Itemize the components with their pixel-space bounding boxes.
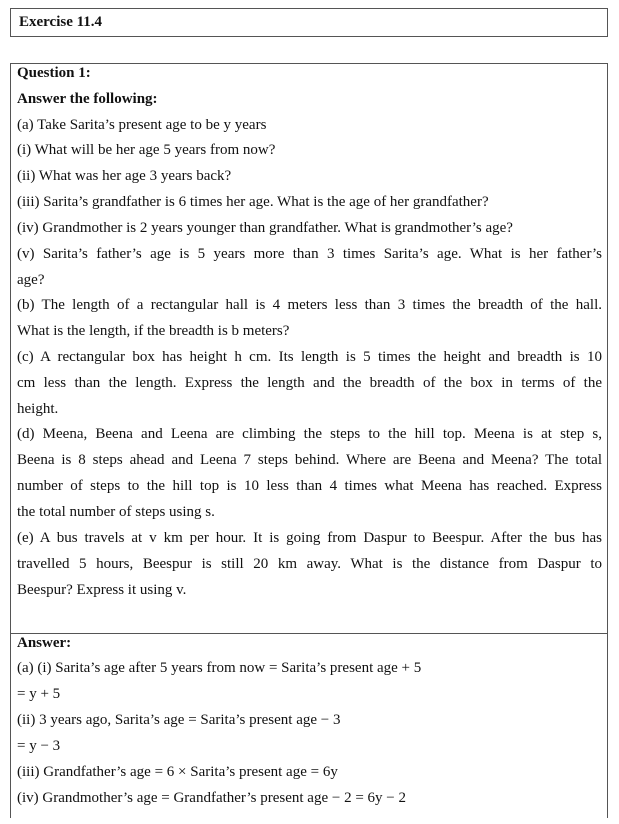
- question-line: age?: [17, 272, 45, 288]
- question-line: (e) A bus travels at v km per hour. It is going from Daspur to Beespur. After the bus has: [17, 530, 602, 546]
- question-line: the total number of steps using s.: [17, 504, 215, 520]
- answer-line: = y − 3: [17, 738, 61, 754]
- question-line: (ii) What was her age 3 years back?: [17, 168, 232, 184]
- answer-line: (iv) Grandmother’s age = Grandfather’s present age − 2 = 6y − 2: [17, 790, 406, 806]
- question-line: (iv) Grandmother is 2 years younger than grandfather. What is grandmother’s age?: [17, 220, 513, 236]
- question-line: (a) Take Sarita’s present age to be y years: [17, 117, 267, 133]
- question-line: (d) Meena, Beena and Leena are climbing the steps to the hill top. Meena is at step s,: [17, 426, 602, 442]
- answer-line: (ii) 3 years ago, Sarita’s age = Sarita’s present age − 3: [17, 712, 341, 728]
- question-line: What is the length, if the breadth is b meters?: [17, 323, 290, 339]
- exercise-title: Exercise 11.4: [19, 14, 103, 30]
- question-line: cm less than the length. Express the length and the breadth of the box in terms of the: [17, 375, 602, 391]
- question-line: (b) The length of a rectangular hall is 4 meters less than 3 times the breadth of the hall.: [17, 297, 602, 313]
- answer-line: (a) (i) Sarita’s age after 5 years from now = Sarita’s present age + 5: [17, 660, 422, 676]
- answer-line: = y + 5: [17, 686, 61, 702]
- question-line: travelled 5 hours, Beespur is still 20 km away. What is the distance from Daspur to: [17, 556, 602, 572]
- answer-heading: Answer:: [17, 635, 72, 651]
- question-line: (i) What will be her age 5 years from now?: [17, 142, 276, 158]
- question-line: (iii) Sarita’s grandfather is 6 times her age. What is the age of her grandfather?: [17, 194, 489, 210]
- question-line: number of steps to the hill top is 10 less than 4 times what Meena has reached. Express: [17, 478, 602, 494]
- question-line: height.: [17, 401, 59, 417]
- answer-line: (iii) Grandfather’s age = 6 × Sarita’s present age = 6y: [17, 764, 338, 780]
- question-line: (c) A rectangular box has height h cm. Its length is 5 times the height and breadth is 10: [17, 349, 602, 365]
- question-line: Beespur? Express it using v.: [17, 582, 187, 598]
- question-line: Beena is 8 steps ahead and Leena 7 steps behind. Where are Beena and Meena? The total: [17, 452, 602, 468]
- question-heading: Question 1:: [17, 65, 91, 81]
- exercise-title-box: [10, 8, 608, 37]
- question-line: (v) Sarita’s father’s age is 5 years more than 3 times Sarita’s age. What is her father’s: [17, 246, 602, 262]
- question-instruction: Answer the following:: [17, 91, 158, 107]
